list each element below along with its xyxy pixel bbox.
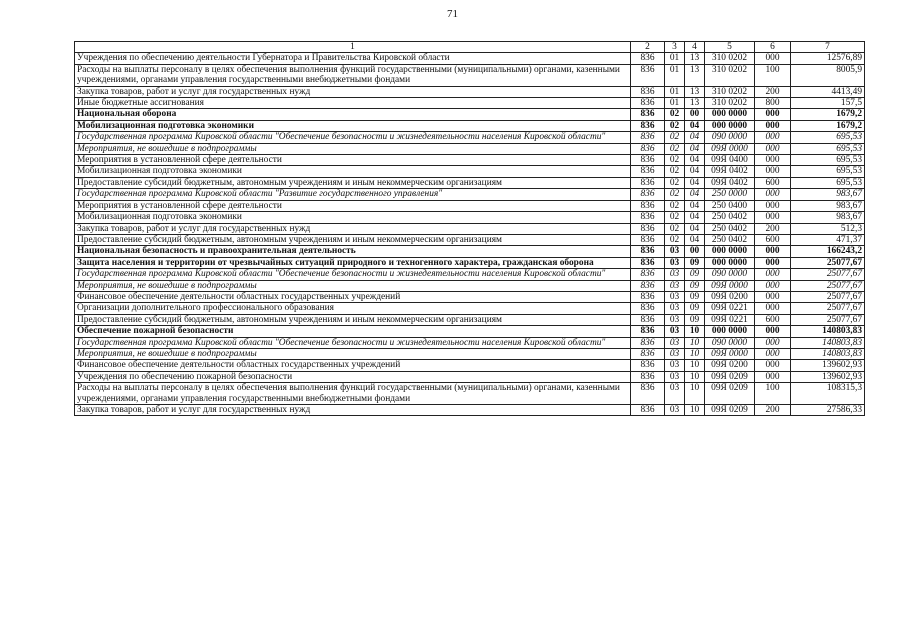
table-row	[75, 257, 865, 268]
cell-name: Учреждения по обеспечению пожарной безопасности	[75, 371, 631, 382]
table-row	[75, 314, 865, 325]
cell-amount: 983,67	[791, 189, 865, 200]
column-header-5: 5	[705, 42, 755, 53]
cell-section: 02	[665, 212, 685, 223]
cell-name: Мобилизационная подготовка экономики	[75, 120, 631, 131]
table-row	[75, 371, 865, 382]
cell-target-article: 310 0202	[705, 53, 755, 64]
table-body	[75, 53, 865, 416]
cell-target-article: 09Я 0200	[705, 291, 755, 302]
cell-target-article: 090 0000	[705, 132, 755, 143]
cell-name: Мобилизационная подготовка экономики	[75, 166, 631, 177]
cell-target-article: 000 0000	[705, 246, 755, 257]
cell-ministry-code: 836	[631, 246, 665, 257]
table-row	[75, 212, 865, 223]
cell-subsection: 10	[685, 360, 705, 371]
cell-amount: 1679,2	[791, 109, 865, 120]
cell-target-article: 310 0202	[705, 98, 755, 109]
cell-name: Мероприятия, не вошедшие в подпрограммы	[75, 143, 631, 154]
cell-section: 03	[665, 314, 685, 325]
cell-section: 03	[665, 371, 685, 382]
cell-subsection: 04	[685, 234, 705, 245]
cell-expense-type: 000	[755, 143, 791, 154]
cell-section: 01	[665, 64, 685, 86]
cell-section: 03	[665, 337, 685, 348]
cell-name: Расходы на выплаты персоналу в целях обеспечения выполнения функций государственными (муниципальными) органами, казенными учреждениями, органами управления государственными внебюджетными фондами	[75, 64, 631, 86]
cell-section: 02	[665, 132, 685, 143]
cell-section: 02	[665, 120, 685, 131]
cell-expense-type: 600	[755, 314, 791, 325]
cell-expense-type: 000	[755, 166, 791, 177]
table-row	[75, 86, 865, 97]
cell-expense-type: 000	[755, 348, 791, 359]
column-header-1: 1	[75, 42, 631, 53]
cell-ministry-code: 836	[631, 120, 665, 131]
cell-section: 03	[665, 383, 685, 405]
cell-subsection: 10	[685, 371, 705, 382]
cell-section: 03	[665, 360, 685, 371]
cell-amount: 1679,2	[791, 120, 865, 131]
cell-section: 02	[665, 143, 685, 154]
cell-target-article: 310 0202	[705, 64, 755, 86]
cell-subsection: 04	[685, 223, 705, 234]
cell-ministry-code: 836	[631, 86, 665, 97]
cell-section: 01	[665, 98, 685, 109]
cell-ministry-code: 836	[631, 257, 665, 268]
cell-subsection: 13	[685, 86, 705, 97]
cell-ministry-code: 836	[631, 109, 665, 120]
cell-expense-type: 000	[755, 212, 791, 223]
table-row	[75, 155, 865, 166]
cell-expense-type: 000	[755, 303, 791, 314]
page-number: 71	[447, 8, 458, 20]
cell-amount: 25077,67	[791, 257, 865, 268]
table-row	[75, 280, 865, 291]
cell-target-article: 310 0202	[705, 86, 755, 97]
table-row	[75, 109, 865, 120]
cell-name: Мероприятия, не вошедшие в подпрограммы	[75, 348, 631, 359]
cell-ministry-code: 836	[631, 280, 665, 291]
cell-target-article: 09Я 0000	[705, 348, 755, 359]
cell-subsection: 04	[685, 132, 705, 143]
cell-target-article: 09Я 0221	[705, 314, 755, 325]
cell-expense-type: 200	[755, 223, 791, 234]
cell-expense-type: 000	[755, 189, 791, 200]
cell-subsection: 09	[685, 257, 705, 268]
cell-amount: 8005,9	[791, 64, 865, 86]
cell-name: Финансовое обеспечение деятельности областных государственных учреждений	[75, 291, 631, 302]
cell-expense-type: 000	[755, 371, 791, 382]
cell-subsection: 04	[685, 143, 705, 154]
cell-name: Мобилизационная подготовка экономики	[75, 212, 631, 223]
cell-expense-type: 000	[755, 257, 791, 268]
table-row	[75, 348, 865, 359]
cell-section: 03	[665, 257, 685, 268]
cell-target-article: 09Я 0209	[705, 405, 755, 416]
cell-amount: 512,3	[791, 223, 865, 234]
cell-section: 02	[665, 155, 685, 166]
table-row	[75, 189, 865, 200]
cell-ministry-code: 836	[631, 155, 665, 166]
cell-name: Государственная программа Кировской области "Обеспечение безопасности и жизнедеятельности населения Кировской области"	[75, 132, 631, 143]
cell-expense-type: 000	[755, 53, 791, 64]
cell-name: Иные бюджетные ассигнования	[75, 98, 631, 109]
cell-subsection: 04	[685, 200, 705, 211]
cell-amount: 25077,67	[791, 269, 865, 280]
table-row	[75, 223, 865, 234]
cell-amount: 695,53	[791, 177, 865, 188]
cell-subsection: 00	[685, 246, 705, 257]
cell-subsection: 09	[685, 269, 705, 280]
budget-table	[74, 41, 865, 416]
cell-ministry-code: 836	[631, 98, 665, 109]
cell-expense-type: 000	[755, 360, 791, 371]
cell-ministry-code: 836	[631, 132, 665, 143]
table-row	[75, 64, 865, 86]
cell-ministry-code: 836	[631, 269, 665, 280]
cell-name: Государственная программа Кировской области "Обеспечение безопасности и жизнедеятельности населения Кировской области"	[75, 269, 631, 280]
cell-target-article: 000 0000	[705, 109, 755, 120]
cell-amount: 25077,67	[791, 291, 865, 302]
cell-subsection: 00	[685, 109, 705, 120]
cell-target-article: 090 0000	[705, 269, 755, 280]
table-row	[75, 326, 865, 337]
cell-section: 03	[665, 405, 685, 416]
cell-ministry-code: 836	[631, 189, 665, 200]
cell-subsection: 13	[685, 64, 705, 86]
table-row	[75, 291, 865, 302]
cell-amount: 140803,83	[791, 337, 865, 348]
cell-name: Предоставление субсидий бюджетным, автономным учреждениям и иным некоммерческим организациям	[75, 314, 631, 325]
cell-ministry-code: 836	[631, 223, 665, 234]
cell-subsection: 09	[685, 291, 705, 302]
cell-amount: 25077,67	[791, 314, 865, 325]
cell-section: 02	[665, 166, 685, 177]
cell-ministry-code: 836	[631, 337, 665, 348]
cell-ministry-code: 836	[631, 303, 665, 314]
table-header-row	[75, 42, 865, 53]
cell-expense-type: 000	[755, 132, 791, 143]
cell-section: 03	[665, 326, 685, 337]
cell-target-article: 250 0402	[705, 234, 755, 245]
cell-target-article: 09Я 0209	[705, 383, 755, 405]
cell-amount: 983,67	[791, 200, 865, 211]
cell-target-article: 000 0000	[705, 257, 755, 268]
cell-subsection: 04	[685, 155, 705, 166]
cell-amount: 25077,67	[791, 280, 865, 291]
cell-name: Мероприятия в установленной сфере деятельности	[75, 155, 631, 166]
cell-expense-type: 200	[755, 405, 791, 416]
cell-amount: 166243,2	[791, 246, 865, 257]
cell-amount: 139602,93	[791, 360, 865, 371]
cell-amount: 139602,93	[791, 371, 865, 382]
cell-section: 03	[665, 269, 685, 280]
cell-subsection: 13	[685, 53, 705, 64]
cell-name: Организации дополнительного профессионального образования	[75, 303, 631, 314]
cell-name: Государственная программа Кировской области "Развитие государственного управления"	[75, 189, 631, 200]
cell-expense-type: 000	[755, 109, 791, 120]
cell-target-article: 09Я 0402	[705, 166, 755, 177]
cell-amount: 27586,33	[791, 405, 865, 416]
table-row	[75, 246, 865, 257]
cell-target-article: 09Я 0402	[705, 177, 755, 188]
cell-subsection: 04	[685, 177, 705, 188]
cell-target-article: 09Я 0221	[705, 303, 755, 314]
cell-amount: 108315,3	[791, 383, 865, 405]
cell-ministry-code: 836	[631, 177, 665, 188]
cell-subsection: 04	[685, 212, 705, 223]
cell-amount: 983,67	[791, 212, 865, 223]
cell-section: 02	[665, 223, 685, 234]
cell-expense-type: 000	[755, 337, 791, 348]
cell-ministry-code: 836	[631, 200, 665, 211]
cell-expense-type: 000	[755, 326, 791, 337]
cell-subsection: 09	[685, 314, 705, 325]
cell-subsection: 13	[685, 98, 705, 109]
cell-section: 01	[665, 53, 685, 64]
cell-expense-type: 100	[755, 383, 791, 405]
column-header-4: 4	[685, 42, 705, 53]
cell-ministry-code: 836	[631, 360, 665, 371]
cell-name: Закупка товаров, работ и услуг для государственных нужд	[75, 86, 631, 97]
cell-name: Национальная оборона	[75, 109, 631, 120]
table-row	[75, 383, 865, 405]
cell-expense-type: 600	[755, 234, 791, 245]
cell-amount: 695,53	[791, 155, 865, 166]
table-row	[75, 360, 865, 371]
cell-name: Закупка товаров, работ и услуг для государственных нужд	[75, 405, 631, 416]
cell-name: Предоставление субсидий бюджетным, автономным учреждениям и иным некоммерческим организациям	[75, 234, 631, 245]
cell-name: Предоставление субсидий бюджетным, автономным учреждениям и иным некоммерческим организациям	[75, 177, 631, 188]
cell-subsection: 10	[685, 405, 705, 416]
cell-section: 02	[665, 177, 685, 188]
cell-amount: 695,53	[791, 143, 865, 154]
cell-ministry-code: 836	[631, 143, 665, 154]
cell-expense-type: 100	[755, 64, 791, 86]
cell-subsection: 10	[685, 337, 705, 348]
cell-ministry-code: 836	[631, 348, 665, 359]
cell-subsection: 04	[685, 166, 705, 177]
cell-subsection: 10	[685, 348, 705, 359]
cell-ministry-code: 836	[631, 326, 665, 337]
cell-target-article: 250 0402	[705, 223, 755, 234]
cell-ministry-code: 836	[631, 64, 665, 86]
table-row	[75, 177, 865, 188]
cell-amount: 157,5	[791, 98, 865, 109]
table-row	[75, 53, 865, 64]
cell-target-article: 250 0000	[705, 189, 755, 200]
cell-name: Обеспечение пожарной безопасности	[75, 326, 631, 337]
cell-section: 03	[665, 280, 685, 291]
table-row	[75, 405, 865, 416]
cell-subsection: 04	[685, 120, 705, 131]
cell-amount: 695,53	[791, 132, 865, 143]
cell-expense-type: 000	[755, 269, 791, 280]
table-row	[75, 269, 865, 280]
column-header-7: 7	[791, 42, 865, 53]
cell-name: Государственная программа Кировской области "Обеспечение безопасности и жизнедеятельности населения Кировской области"	[75, 337, 631, 348]
table-row	[75, 166, 865, 177]
cell-ministry-code: 836	[631, 53, 665, 64]
cell-subsection: 10	[685, 383, 705, 405]
table-row	[75, 132, 865, 143]
cell-section: 03	[665, 348, 685, 359]
cell-ministry-code: 836	[631, 212, 665, 223]
cell-expense-type: 000	[755, 291, 791, 302]
cell-section: 03	[665, 291, 685, 302]
column-header-2: 2	[631, 42, 665, 53]
cell-ministry-code: 836	[631, 371, 665, 382]
cell-amount: 12576,89	[791, 53, 865, 64]
cell-target-article: 09Я 0209	[705, 371, 755, 382]
cell-target-article: 000 0000	[705, 120, 755, 131]
cell-name: Мероприятия, не вошедшие в подпрограммы	[75, 280, 631, 291]
cell-expense-type: 200	[755, 86, 791, 97]
cell-target-article: 090 0000	[705, 337, 755, 348]
cell-amount: 471,37	[791, 234, 865, 245]
cell-subsection: 10	[685, 326, 705, 337]
cell-amount: 140803,83	[791, 348, 865, 359]
cell-amount: 4413,49	[791, 86, 865, 97]
cell-ministry-code: 836	[631, 314, 665, 325]
table-row	[75, 98, 865, 109]
cell-subsection: 09	[685, 303, 705, 314]
cell-expense-type: 000	[755, 246, 791, 257]
table-row	[75, 200, 865, 211]
cell-expense-type: 000	[755, 120, 791, 131]
cell-amount: 140803,83	[791, 326, 865, 337]
cell-name: Защита населения и территории от чрезвычайных ситуаций природного и техногенного характера, гражданская оборона	[75, 257, 631, 268]
cell-ministry-code: 836	[631, 291, 665, 302]
cell-ministry-code: 836	[631, 405, 665, 416]
cell-ministry-code: 836	[631, 383, 665, 405]
cell-section: 02	[665, 234, 685, 245]
cell-target-article: 09Я 0400	[705, 155, 755, 166]
cell-name: Национальная безопасность и правоохранительная деятельность	[75, 246, 631, 257]
cell-expense-type: 800	[755, 98, 791, 109]
cell-expense-type: 000	[755, 200, 791, 211]
cell-amount: 25077,67	[791, 303, 865, 314]
cell-target-article: 250 0400	[705, 200, 755, 211]
cell-section: 02	[665, 200, 685, 211]
cell-subsection: 04	[685, 189, 705, 200]
table-row	[75, 120, 865, 131]
cell-section: 03	[665, 303, 685, 314]
cell-target-article: 09Я 0000	[705, 280, 755, 291]
column-header-3: 3	[665, 42, 685, 53]
cell-target-article: 09Я 0000	[705, 143, 755, 154]
cell-section: 02	[665, 189, 685, 200]
table-row	[75, 143, 865, 154]
cell-ministry-code: 836	[631, 234, 665, 245]
cell-ministry-code: 836	[631, 166, 665, 177]
cell-expense-type: 600	[755, 177, 791, 188]
cell-subsection: 09	[685, 280, 705, 291]
cell-section: 03	[665, 246, 685, 257]
cell-target-article: 000 0000	[705, 326, 755, 337]
table-row	[75, 337, 865, 348]
cell-section: 02	[665, 109, 685, 120]
cell-expense-type: 000	[755, 155, 791, 166]
cell-target-article: 250 0402	[705, 212, 755, 223]
cell-name: Мероприятия в установленной сфере деятельности	[75, 200, 631, 211]
cell-name: Закупка товаров, работ и услуг для государственных нужд	[75, 223, 631, 234]
cell-expense-type: 000	[755, 280, 791, 291]
table-row	[75, 234, 865, 245]
cell-name: Финансовое обеспечение деятельности областных государственных учреждений	[75, 360, 631, 371]
table-row	[75, 303, 865, 314]
cell-target-article: 09Я 0200	[705, 360, 755, 371]
cell-amount: 695,53	[791, 166, 865, 177]
column-header-6: 6	[755, 42, 791, 53]
cell-section: 01	[665, 86, 685, 97]
cell-name: Расходы на выплаты персоналу в целях обеспечения выполнения функций государственными (муниципальными) органами, казенными учреждениями, органами управления государственными внебюджетными фондами	[75, 383, 631, 405]
cell-name: Учреждения по обеспечению деятельности Губернатора и Правительства Кировской области	[75, 53, 631, 64]
